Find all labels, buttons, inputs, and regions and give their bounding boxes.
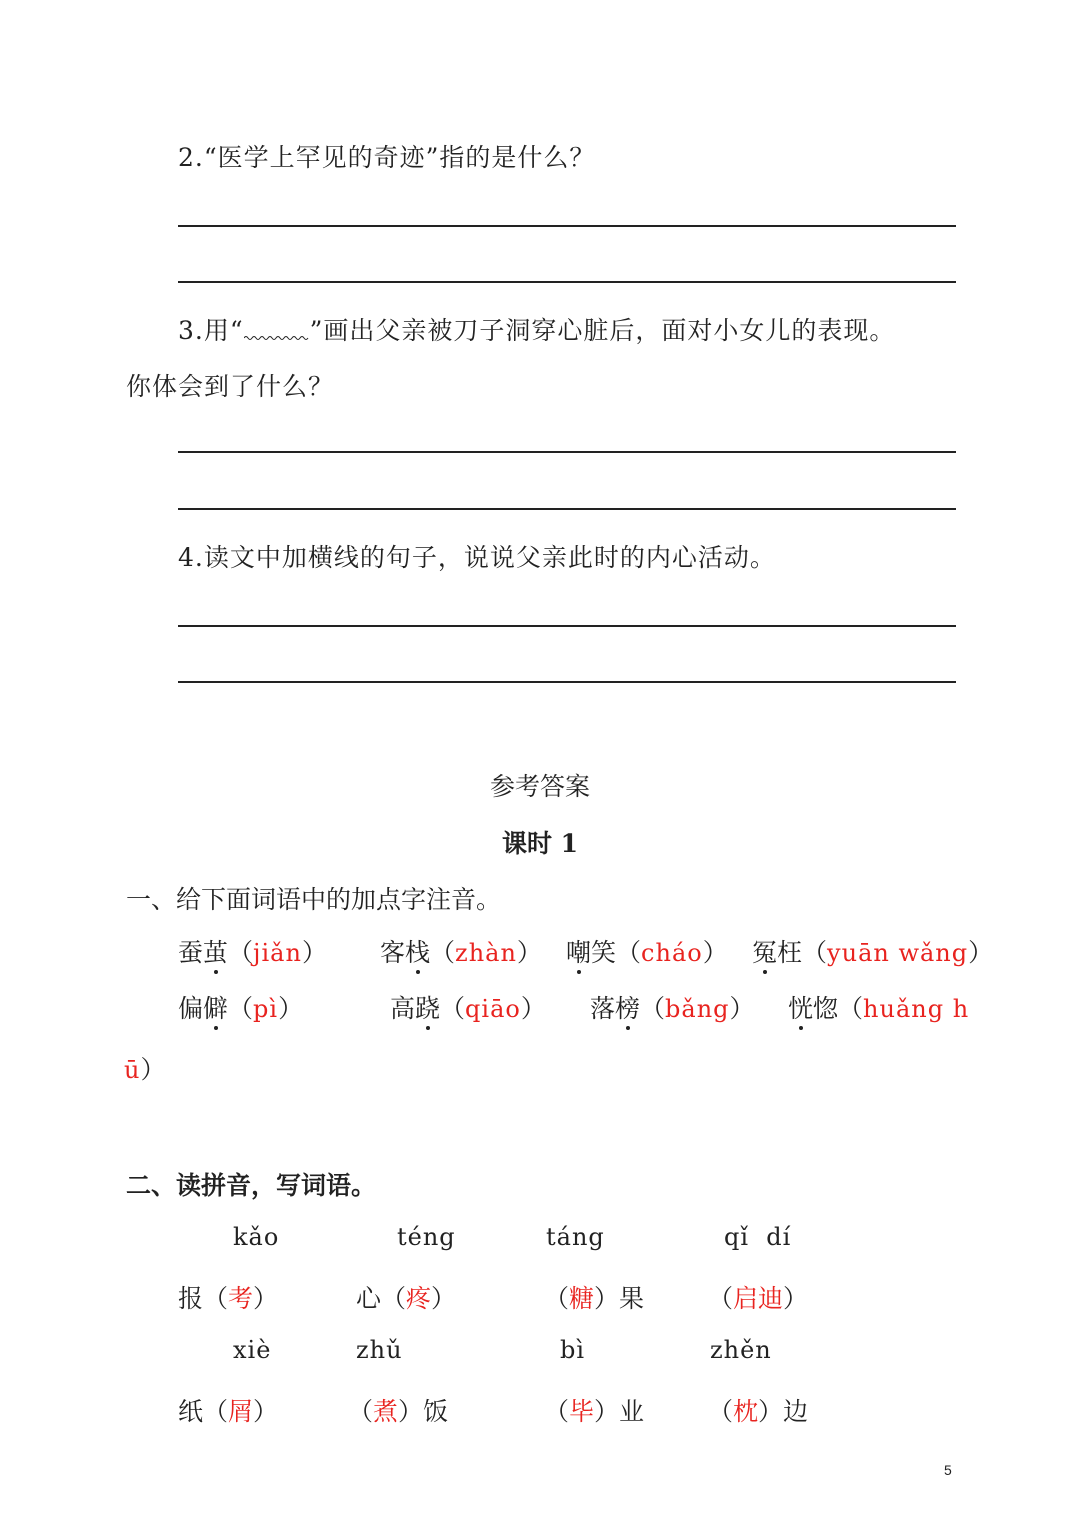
page-number: 5: [944, 1462, 952, 1478]
answer-pinyin: zhàn: [455, 939, 517, 967]
wavy-underline-mark: [244, 331, 310, 341]
pinyin-item: 客栈（zhàn）: [380, 933, 542, 969]
pinyin-item: 蚕茧（jiǎn）: [178, 933, 327, 969]
answer-line: [178, 681, 956, 683]
section-1-heading: 一、给下面词语中的加点字注音。: [126, 885, 502, 914]
question-3-prefix: 3.用“: [178, 316, 244, 345]
answer-pinyin: cháo: [641, 939, 703, 967]
word-answer: （糖）果: [544, 1284, 645, 1313]
dotted-char: 恍: [788, 989, 813, 1025]
answers-title: 参考答案: [489, 772, 590, 801]
answer-word: 屑: [228, 1397, 254, 1426]
word-answer: （枕）边: [708, 1397, 809, 1426]
pinyin-prompt: zhěn: [710, 1336, 772, 1364]
answer-word: 糖: [569, 1284, 595, 1313]
word-answer: （启迪）: [708, 1284, 809, 1313]
answer-word: 启迪: [733, 1284, 784, 1313]
dotted-char: 冤: [752, 933, 777, 969]
pinyin-prompt: táng: [546, 1223, 605, 1251]
pinyin-prompt: qǐ dí: [724, 1223, 792, 1251]
pinyin-prompt: bì: [560, 1336, 586, 1364]
answer-word: 疼: [406, 1284, 432, 1313]
answer-word: 煮: [373, 1397, 399, 1426]
word-answer: 心（疼）: [356, 1284, 457, 1313]
answer-line: [178, 625, 956, 627]
dotted-char: 嘲: [566, 933, 591, 969]
answer-line: [178, 451, 956, 453]
answer-pinyin: pì: [253, 995, 279, 1023]
answer-pinyin: ū: [124, 1056, 141, 1084]
pinyin-prompt: téng: [397, 1223, 456, 1251]
dotted-char: 茧: [203, 933, 228, 969]
pinyin-wrap: ū）: [124, 1055, 166, 1084]
question-3-line2: 你体会到了什么？: [126, 372, 335, 401]
section-2-heading: 二、读拼音，写词语。: [126, 1171, 377, 1200]
answer-pinyin: qiāo: [465, 995, 521, 1023]
pinyin-item: 高跷（qiāo）: [390, 989, 546, 1025]
question-2: 2.“医学上罕见的奇迹”指的是什么？: [178, 143, 596, 172]
answer-word: 毕: [569, 1397, 595, 1426]
word-answer: 报（考）: [178, 1284, 279, 1313]
answer-line: [178, 225, 956, 227]
pinyin-item: 落榜（bǎng）: [590, 989, 755, 1025]
pinyin-item: 冤枉（yuān wǎng）: [752, 933, 993, 969]
question-3-suffix: ”画出父亲被刀子洞穿心脏后，面对小女儿的表现。: [309, 316, 896, 345]
dotted-char: 跷: [415, 989, 440, 1025]
dotted-char: 榜: [615, 989, 640, 1025]
pinyin-prompt: xiè: [233, 1336, 272, 1364]
lesson-title: 课时 1: [501, 829, 579, 858]
word-answer: （煮）饭: [348, 1397, 449, 1426]
dotted-char: 僻: [203, 989, 228, 1025]
answer-pinyin: bǎng: [665, 995, 730, 1023]
pinyin-prompt: kǎo: [233, 1223, 280, 1251]
answer-line: [178, 281, 956, 283]
answer-pinyin: yuān wǎng: [827, 939, 969, 967]
word-answer: 纸（屑）: [178, 1397, 279, 1426]
answer-pinyin: huǎng h: [863, 995, 970, 1023]
pinyin-item: 恍惚（huǎng h: [788, 989, 969, 1025]
question-4: 4.读文中加横线的句子，说说父亲此时的内心活动。: [178, 543, 776, 572]
pinyin-item: 偏僻（pì）: [178, 989, 303, 1025]
answer-word: 枕: [733, 1397, 759, 1426]
answer-word: 考: [228, 1284, 254, 1313]
question-3: [178, 311, 895, 347]
pinyin-item: 嘲笑（cháo）: [566, 933, 728, 969]
dotted-char: 栈: [405, 933, 430, 969]
word-answer: （毕）业: [544, 1397, 645, 1426]
pinyin-prompt: zhǔ: [356, 1336, 403, 1364]
answer-line: [178, 508, 956, 510]
answer-pinyin: jiǎn: [253, 939, 302, 967]
